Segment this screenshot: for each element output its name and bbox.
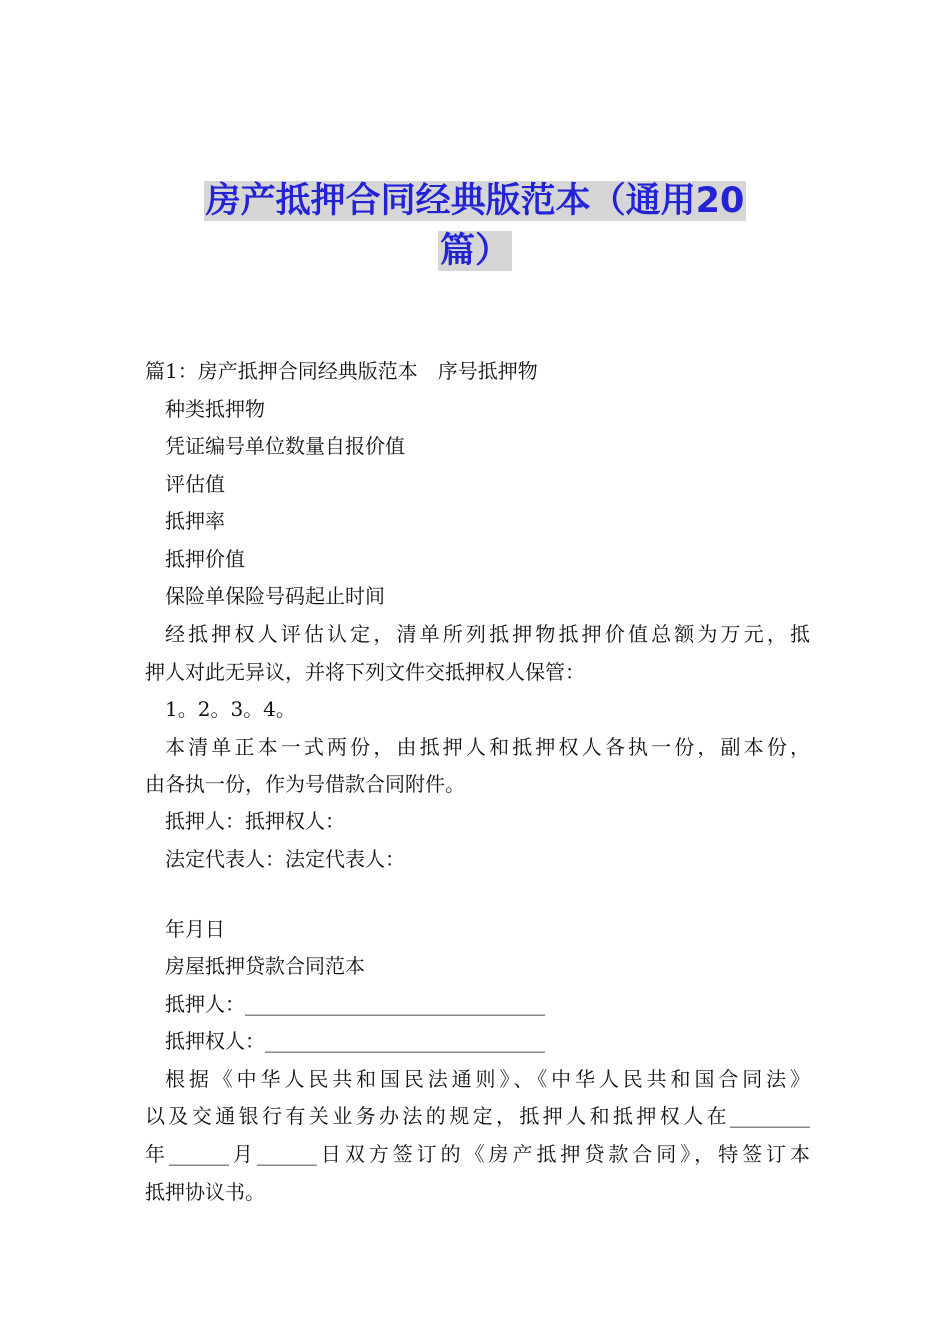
paragraph-line: 1。2。3。4。 bbox=[165, 697, 296, 721]
paragraph-line: 年月日 bbox=[165, 917, 225, 941]
paragraph-line: 房屋抵押贷款合同范本 bbox=[165, 954, 365, 978]
paragraph-line: 抵押协议书。 bbox=[145, 1180, 265, 1204]
paragraph-line: 凭证编号单位数量自报价值 bbox=[165, 434, 405, 458]
paragraph-line: 本清单正本一式两份，由抵押人和抵押权人各执一份，副本份， bbox=[165, 735, 810, 759]
title-line-1: 房产抵押合同经典版范本（通用20 bbox=[205, 181, 745, 221]
paragraph-line: 由各执一份，作为号借款合同附件。 bbox=[145, 772, 465, 796]
paragraph-line: 抵押率 bbox=[165, 509, 225, 533]
paragraph-line: 抵押人：抵押权人： bbox=[165, 809, 345, 833]
paragraph-line: 以及交通银行有关业务办法的规定，抵押人和抵押权人在________ bbox=[145, 1104, 810, 1128]
paragraph-line: 抵押权人：____________________________ bbox=[165, 1029, 545, 1053]
paragraph-line: 经抵押权人评估认定，清单所列抵押物抵押价值总额为万元，抵 bbox=[165, 622, 810, 646]
paragraph-line: 根据《中华人民共和国民法通则》、《中华人民共和国合同法》 bbox=[165, 1067, 810, 1091]
paragraph-line: 篇1：房产抵押合同经典版范本 序号抵押物 bbox=[145, 359, 538, 383]
paragraph-line: 年______月______日双方签订的《房产抵押贷款合同》，特签订本 bbox=[145, 1142, 810, 1166]
title-line-2: 篇） bbox=[439, 231, 510, 271]
paragraph-line: 押人对此无异议，并将下列文件交抵押权人保管： bbox=[145, 660, 585, 684]
document-title bbox=[160, 176, 790, 276]
paragraph-line: 抵押人：______________________________ bbox=[165, 992, 545, 1016]
paragraph-line: 评估值 bbox=[165, 472, 225, 496]
paragraph-line: 种类抵押物 bbox=[165, 397, 265, 421]
paragraph-line: 抵押价值 bbox=[165, 547, 245, 571]
paragraph-line: 保险单保险号码起止时间 bbox=[165, 584, 385, 608]
paragraph-line: 法定代表人：法定代表人： bbox=[165, 847, 405, 871]
